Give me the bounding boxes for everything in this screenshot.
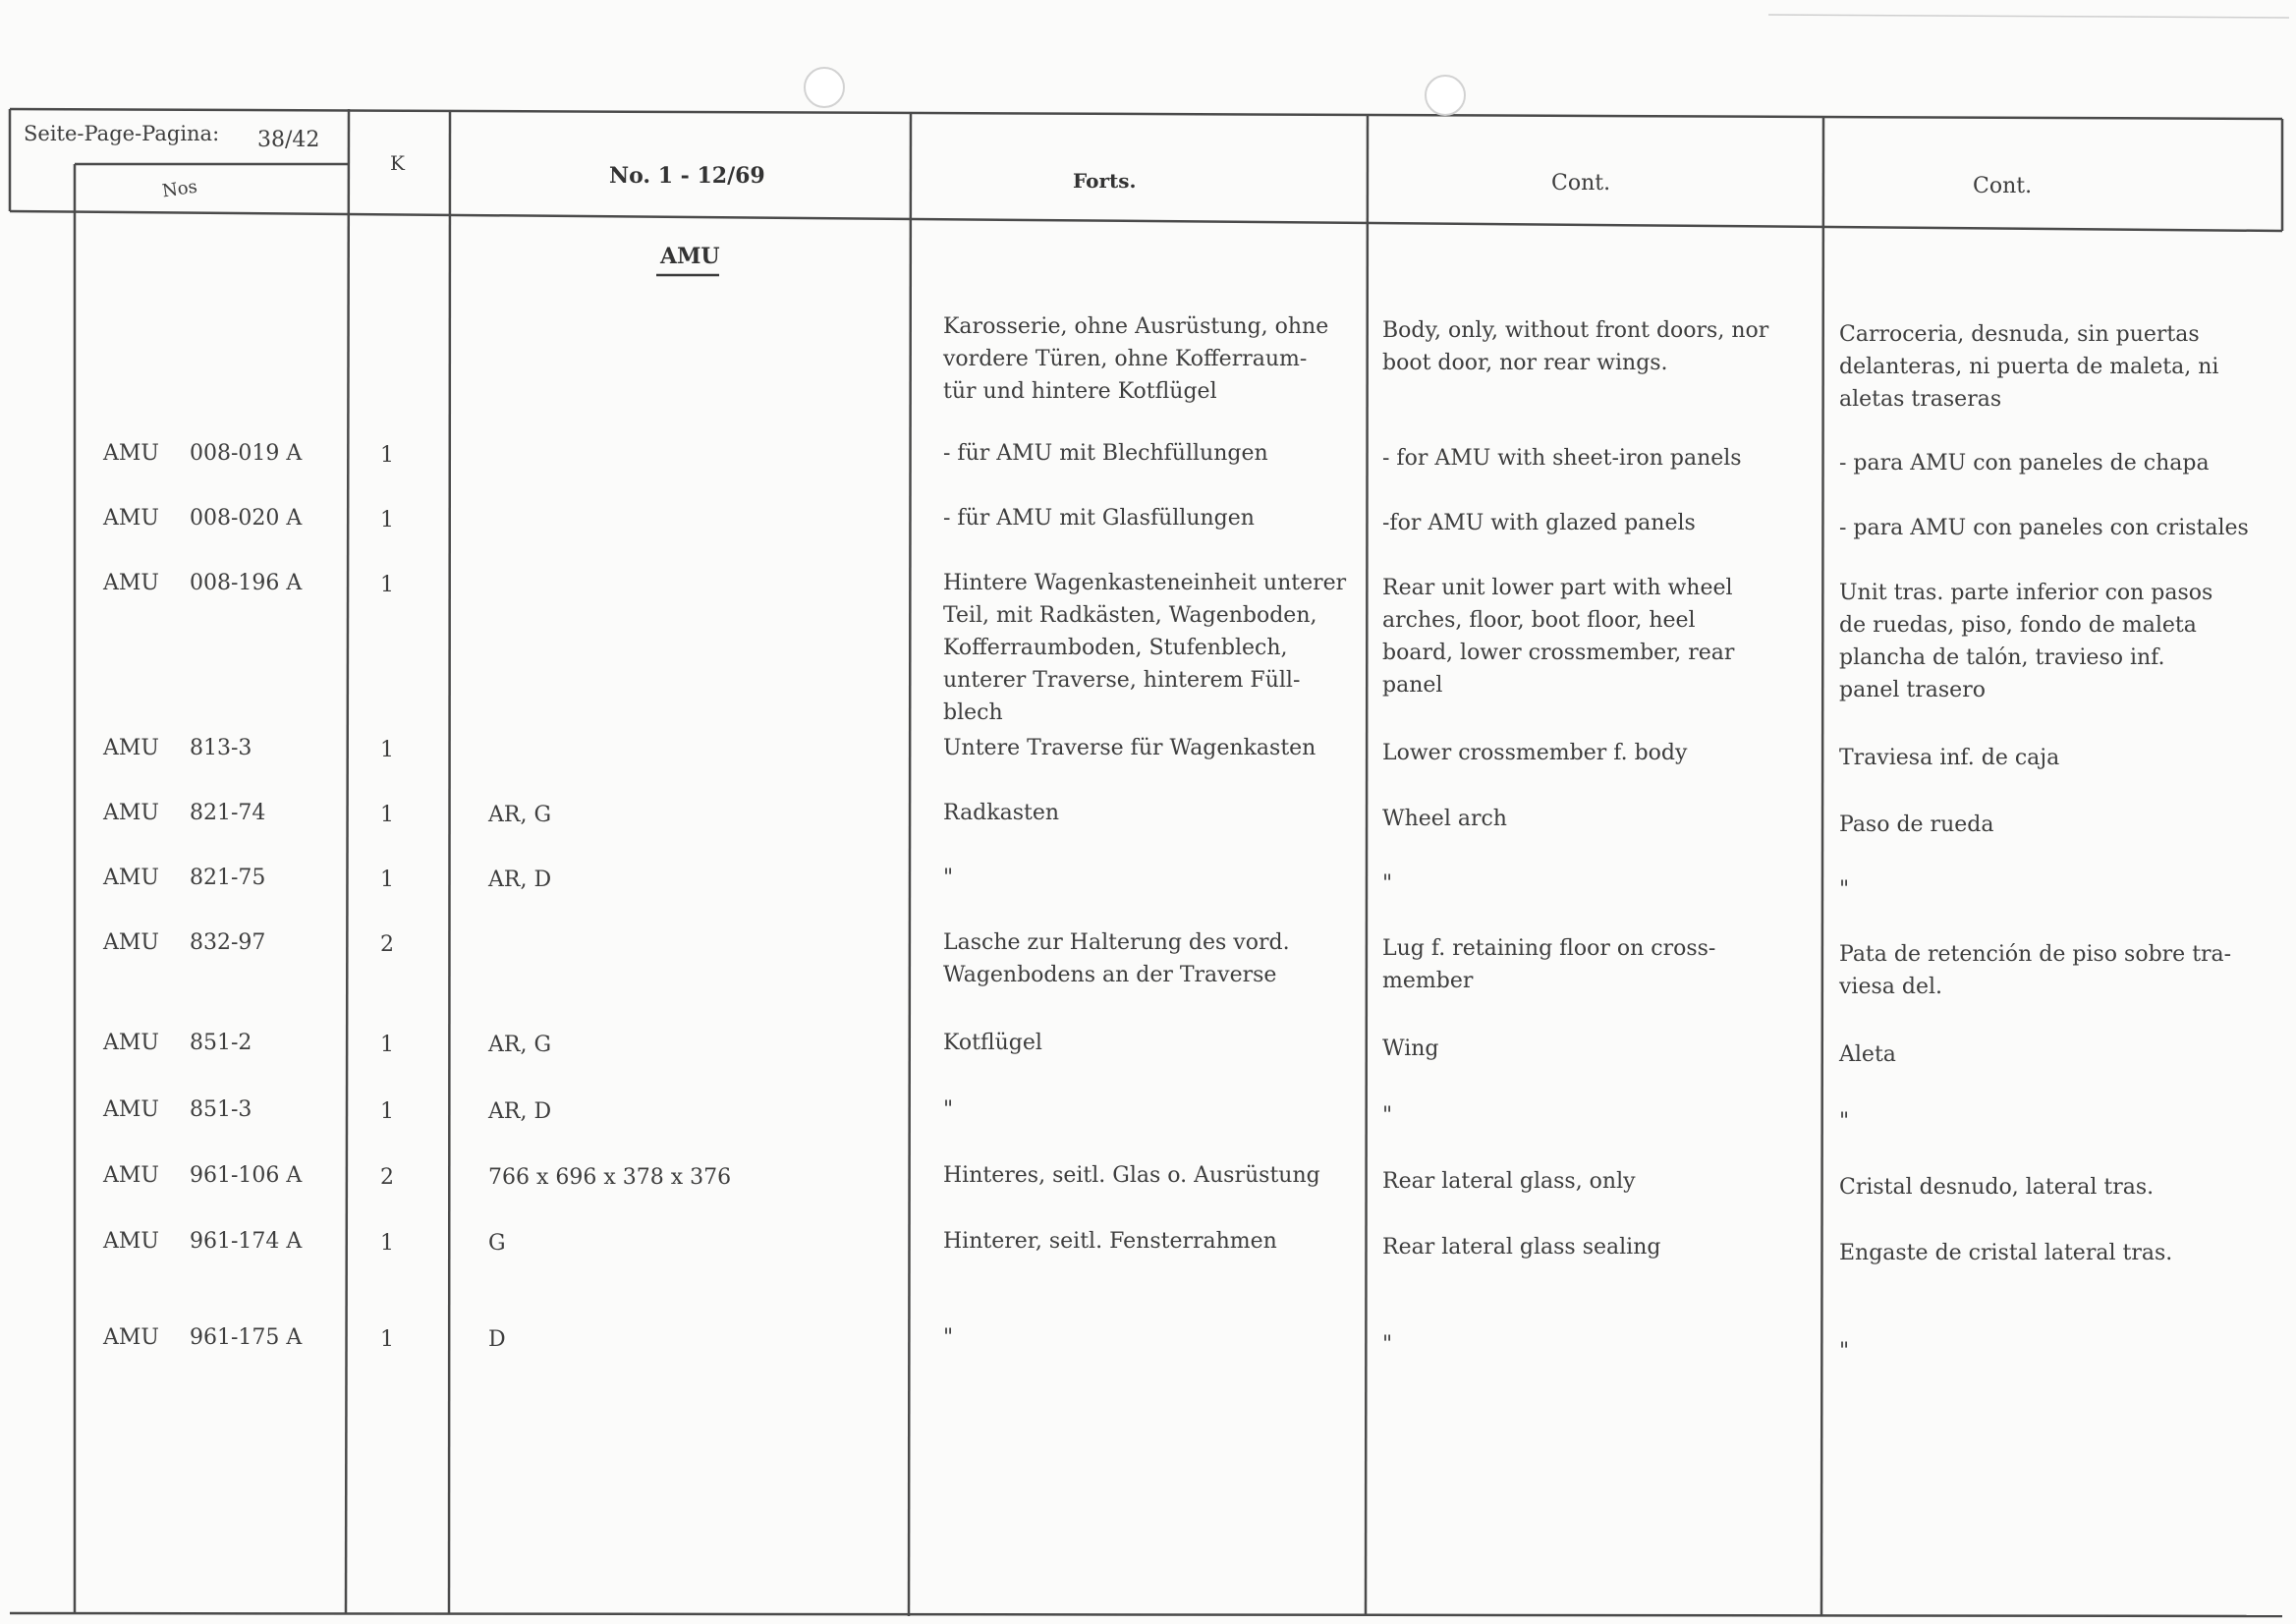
description-line: de ruedas, piso, fondo de maleta bbox=[1839, 613, 2197, 638]
intro-en bbox=[1382, 314, 1768, 379]
part-number: 851-3 bbox=[190, 1097, 252, 1122]
description-es bbox=[1839, 512, 2249, 544]
description-es bbox=[1839, 1237, 2172, 1269]
description-line: Lasche zur Halterung des vord. bbox=[943, 930, 1290, 955]
intro-es-line: Carroceria, desnuda, sin puertas bbox=[1839, 322, 2200, 347]
part-prefix: AMU bbox=[103, 801, 159, 825]
description-en bbox=[1382, 1033, 1439, 1065]
description-line: unterer Traverse, hinterem Füll- bbox=[943, 668, 1301, 693]
quantity: 1 bbox=[380, 1327, 394, 1352]
description-de bbox=[943, 926, 1290, 991]
description-line: Hintere Wagenkasteneinheit unterer bbox=[943, 571, 1347, 595]
remark: G bbox=[488, 1231, 506, 1256]
description-line: " bbox=[1382, 871, 1393, 896]
intro-en-line: boot door, nor rear wings. bbox=[1382, 351, 1668, 375]
part-prefix: AMU bbox=[103, 1163, 159, 1188]
description-de bbox=[943, 797, 1059, 829]
description-es bbox=[1839, 873, 1849, 906]
intro-de-line: Karosserie, ohne Ausrüstung, ohne bbox=[943, 314, 1329, 339]
intro-de-line: vordere Türen, ohne Kofferraum- bbox=[943, 347, 1308, 371]
part-prefix: AMU bbox=[103, 506, 159, 531]
part-number: 008-020 A bbox=[190, 506, 303, 531]
col-header-en: Cont. bbox=[1551, 171, 1611, 196]
description-en bbox=[1382, 442, 1742, 475]
description-line: Engaste de cristal lateral tras. bbox=[1839, 1241, 2173, 1265]
description-line: Pata de retención de piso sobre tra- bbox=[1839, 942, 2232, 967]
description-line: - für AMU mit Blechfüllungen bbox=[943, 441, 1268, 466]
intro-es-line: delanteras, ni puerta de maleta, ni bbox=[1839, 355, 2219, 379]
section-title: AMU bbox=[660, 244, 720, 269]
description-de bbox=[943, 1225, 1277, 1258]
description-line: - para AMU con paneles de chapa bbox=[1839, 451, 2210, 476]
description-line: Kotflügel bbox=[943, 1031, 1042, 1055]
description-de bbox=[943, 437, 1268, 470]
part-prefix: AMU bbox=[103, 866, 159, 890]
quantity: 1 bbox=[380, 573, 394, 597]
description-line: -for AMU with glazed panels bbox=[1382, 511, 1696, 535]
part-number: 821-74 bbox=[190, 801, 266, 825]
description-en bbox=[1382, 868, 1392, 900]
intro-en-line: Body, only, without front doors, nor bbox=[1382, 318, 1769, 343]
description-line: Aleta bbox=[1839, 1042, 1896, 1067]
description-line: Untere Traverse für Wagenkasten bbox=[943, 736, 1316, 760]
part-number: 008-019 A bbox=[190, 441, 303, 466]
description-de bbox=[943, 1159, 1320, 1192]
quantity: 2 bbox=[380, 1165, 394, 1190]
part-number: 961-106 A bbox=[190, 1163, 303, 1188]
description-line: " bbox=[1839, 1339, 1850, 1364]
description-de bbox=[943, 1321, 953, 1354]
part-prefix: AMU bbox=[103, 1325, 159, 1350]
description-es bbox=[1839, 809, 1993, 841]
part-number: 961-175 A bbox=[190, 1325, 303, 1350]
catalog-number: No. 1 - 12/69 bbox=[609, 163, 765, 189]
description-line: Unit tras. parte inferior con pasos bbox=[1839, 581, 2213, 605]
description-line: " bbox=[943, 866, 954, 890]
description-es bbox=[1839, 742, 2059, 774]
description-line: viesa del. bbox=[1839, 975, 1943, 999]
description-en bbox=[1382, 1328, 1392, 1361]
description-line: Paso de rueda bbox=[1839, 812, 1994, 837]
punch-hole-icon bbox=[1425, 75, 1466, 116]
description-line: member bbox=[1382, 969, 1474, 993]
quantity: 1 bbox=[380, 738, 394, 762]
page-number: 38/42 bbox=[257, 128, 320, 152]
part-prefix: AMU bbox=[103, 1229, 159, 1254]
part-number: 008-196 A bbox=[190, 571, 303, 595]
description-line: panel trasero bbox=[1839, 678, 1986, 702]
remark: AR, D bbox=[488, 1099, 552, 1124]
description-line: Lug f. retaining floor on cross- bbox=[1382, 936, 1716, 961]
remark: AR, G bbox=[488, 1033, 552, 1057]
description-line: Wagenbodens an der Traverse bbox=[943, 963, 1277, 987]
quantity: 1 bbox=[380, 1033, 394, 1057]
description-line: " bbox=[1839, 877, 1850, 902]
description-line: Traviesa inf. de caja bbox=[1839, 746, 2060, 770]
remark: D bbox=[488, 1327, 506, 1352]
intro-es bbox=[1839, 318, 2218, 416]
part-prefix: AMU bbox=[103, 930, 159, 955]
remark: 766 x 696 x 378 x 376 bbox=[488, 1165, 732, 1190]
description-line: Hinteres, seitl. Glas o. Ausrüstung bbox=[943, 1163, 1320, 1188]
description-de bbox=[943, 567, 1346, 729]
description-line: Cristal desnudo, lateral tras. bbox=[1839, 1175, 2155, 1200]
remark: AR, G bbox=[488, 803, 552, 827]
description-es bbox=[1839, 577, 2212, 706]
description-line: arches, floor, boot floor, heel bbox=[1382, 608, 1696, 633]
quantity: 2 bbox=[380, 932, 394, 957]
description-line: " bbox=[1382, 1103, 1393, 1128]
quantity: 1 bbox=[380, 868, 394, 892]
part-number: 832-97 bbox=[190, 930, 266, 955]
description-line: " bbox=[1839, 1109, 1850, 1134]
col-header-es: Cont. bbox=[1973, 174, 2033, 198]
description-line: - für AMU mit Glasfüllungen bbox=[943, 506, 1255, 531]
description-line: " bbox=[943, 1325, 954, 1350]
description-line: board, lower crossmember, rear bbox=[1382, 641, 1735, 665]
description-line: Hinterer, seitl. Fensterrahmen bbox=[943, 1229, 1277, 1254]
description-de bbox=[943, 502, 1255, 534]
quantity: 1 bbox=[380, 508, 394, 532]
description-line: Lower crossmember f. body bbox=[1382, 741, 1688, 765]
description-en bbox=[1382, 932, 1715, 997]
part-prefix: AMU bbox=[103, 571, 159, 595]
description-en bbox=[1382, 572, 1734, 701]
description-line: Rear lateral glass sealing bbox=[1382, 1235, 1661, 1260]
description-en bbox=[1382, 737, 1687, 769]
page-label: Seite-Page-Pagina: bbox=[24, 122, 220, 145]
description-es bbox=[1839, 1038, 1896, 1071]
description-line: Kofferraumboden, Stufenblech, bbox=[943, 636, 1288, 660]
description-en bbox=[1382, 1231, 1660, 1263]
intro-de-line: tür und hintere Kotflügel bbox=[943, 379, 1217, 404]
intro-de bbox=[943, 310, 1328, 408]
quantity: 1 bbox=[380, 1099, 394, 1124]
description-de bbox=[943, 732, 1316, 764]
description-line: Wheel arch bbox=[1382, 807, 1507, 831]
description-line: Teil, mit Radkästen, Wagenboden, bbox=[943, 603, 1317, 628]
description-en bbox=[1382, 803, 1507, 835]
description-es bbox=[1839, 1335, 1849, 1368]
description-line: Rear lateral glass, only bbox=[1382, 1169, 1636, 1194]
quantity: 1 bbox=[380, 1231, 394, 1256]
description-de bbox=[943, 1093, 953, 1126]
description-line: panel bbox=[1382, 673, 1443, 698]
quantity: 1 bbox=[380, 443, 394, 468]
description-line: " bbox=[1382, 1332, 1393, 1357]
description-line: - for AMU with sheet-iron panels bbox=[1382, 446, 1742, 471]
description-de bbox=[943, 862, 953, 894]
description-es bbox=[1839, 938, 2231, 1003]
nos-header: Nos bbox=[160, 176, 199, 202]
description-line: " bbox=[943, 1097, 954, 1122]
col-header-de: Forts. bbox=[1073, 169, 1137, 193]
description-en bbox=[1382, 1099, 1392, 1132]
part-number: 813-3 bbox=[190, 736, 252, 760]
description-line: Radkasten bbox=[943, 801, 1060, 825]
description-es bbox=[1839, 1105, 1849, 1138]
part-number: 821-75 bbox=[190, 866, 266, 890]
description-de bbox=[943, 1027, 1042, 1059]
part-prefix: AMU bbox=[103, 441, 159, 466]
punch-hole-icon bbox=[804, 67, 845, 108]
part-prefix: AMU bbox=[103, 1097, 159, 1122]
part-prefix: AMU bbox=[103, 736, 159, 760]
description-es bbox=[1839, 447, 2210, 479]
description-en bbox=[1382, 507, 1696, 539]
quantity: 1 bbox=[380, 803, 394, 827]
k-header: K bbox=[390, 151, 405, 175]
description-line: Wing bbox=[1382, 1036, 1439, 1061]
description-line: Rear unit lower part with wheel bbox=[1382, 576, 1733, 600]
part-number: 961-174 A bbox=[190, 1229, 303, 1254]
description-es bbox=[1839, 1171, 2154, 1204]
description-line: plancha de talón, travieso inf. bbox=[1839, 645, 2165, 670]
remark: AR, D bbox=[488, 868, 552, 892]
description-en bbox=[1382, 1165, 1636, 1198]
description-line: - para AMU con paneles con cristales bbox=[1839, 516, 2249, 540]
part-prefix: AMU bbox=[103, 1031, 159, 1055]
part-number: 851-2 bbox=[190, 1031, 252, 1055]
description-line: blech bbox=[943, 700, 1003, 725]
intro-es-line: aletas traseras bbox=[1839, 387, 2002, 412]
